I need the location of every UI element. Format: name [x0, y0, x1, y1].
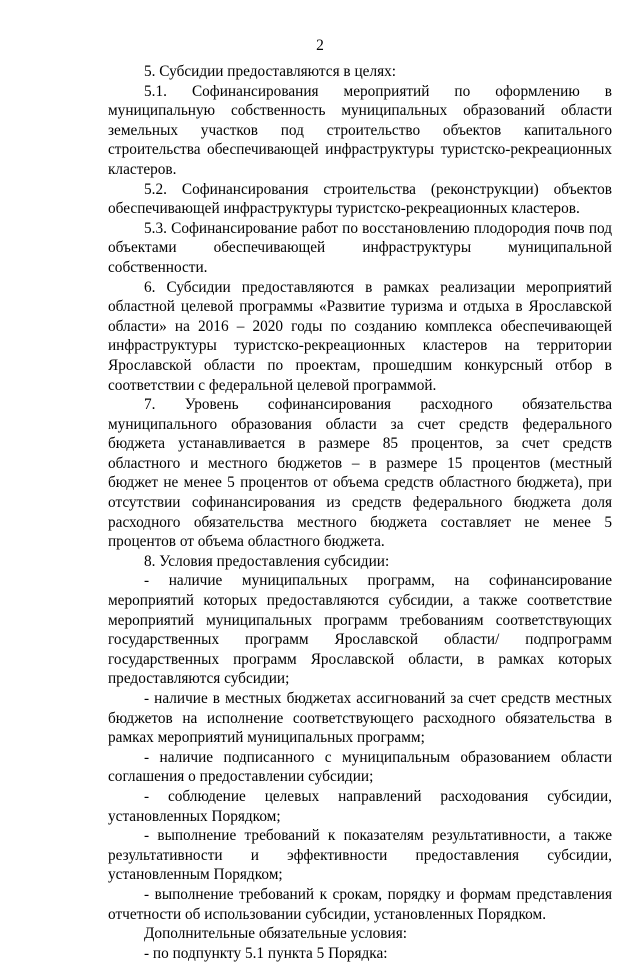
- subpoint-5-1-reference: - по подпункту 5.1 пункта 5 Порядка:: [144, 944, 388, 962]
- document-body: [108, 62, 612, 963]
- paragraph-5-3: 5.3. Софинансирование работ по восстановлению плодородия почв под объектами обеспечивающей инфраструктуры муниципальной собственности.: [108, 219, 612, 276]
- paragraph-subsidy-purposes: 5. Субсидии предоставляются в целях:: [144, 63, 397, 80]
- page-number: 2: [316, 37, 324, 54]
- paragraph-5-1: 5.1. Софинансирования мероприятий по оформлению в муниципальную собственность муниципальных образований области земельных участков под строительство объектов капитального строительства обеспечивающей инфраструктуры туристско-рекреационных кластеров.: [108, 82, 612, 178]
- condition-reporting: - выполнение требований к срокам, порядку и формам представления отчетности об использовании субсидии, установленных Порядком.: [108, 885, 612, 923]
- condition-performance-indicators: - выполнение требований к показателям результативности, а также результативности и эффективности предоставления субсидии, установленным Порядком;: [108, 827, 612, 884]
- paragraph-7: 7. Уровень софинансирования расходного обязательства муниципального образования области за счет средств федерального бюджета устанавливается в размере 85 процентов, за счет средств областного и местного бюджетов – в размере 15 процентов (местный бюджет не менее 5 процентов от объема средств областного бюджета), при отсутствии софинансирования из средств федерального бюджета доля расходного обязательства местного бюджета составляет не менее 5 процентов от объема областного бюджета.: [108, 396, 612, 551]
- condition-programs: - наличие муниципальных программ, на софинансирование мероприятий которых предоставляются субсидии, а также соответствие мероприятий муниципальных программ требованиям соответствующих государственных программ Ярославской области/ подпрограмм государственных программ Ярославской области, в рамках которых предоставляются субсидии;: [108, 572, 612, 688]
- paragraph-5-2: 5.2. Софинансирования строительства (реконструкции) объектов обеспечивающей инфраструктуры туристско-рекреационных кластеров.: [108, 180, 612, 218]
- paragraph-8-heading: 8. Условия предоставления субсидии:: [144, 552, 390, 570]
- condition-signed-agreement: - наличие подписанного с муниципальным образованием области соглашения о предоставлении субсидии;: [108, 748, 612, 786]
- paragraph-6: 6. Субсидии предоставляются в рамках реализации мероприятий областной целевой программы «Развитие туризма и отдыха в Ярославской области» на 2016 – 2020 годы по созданию комплекса обеспечивающей инфраструктуры туристско-рекреационных кластеров на территории Ярославской области по проектам, прошедшим конкурсный отбор в соответствии с федеральной целевой программой.: [108, 278, 612, 394]
- condition-target-directions: - соблюдение целевых направлений расходования субсидии, установленных Порядком;: [108, 787, 612, 825]
- additional-conditions-heading: Дополнительные обязательные условия:: [144, 925, 407, 943]
- condition-budget-allocations: - наличие в местных бюджетах ассигнований за счет средств местных бюджетов на исполнение соответствующего расходного обязательства в рамках мероприятий муниципальных программ;: [108, 690, 612, 747]
